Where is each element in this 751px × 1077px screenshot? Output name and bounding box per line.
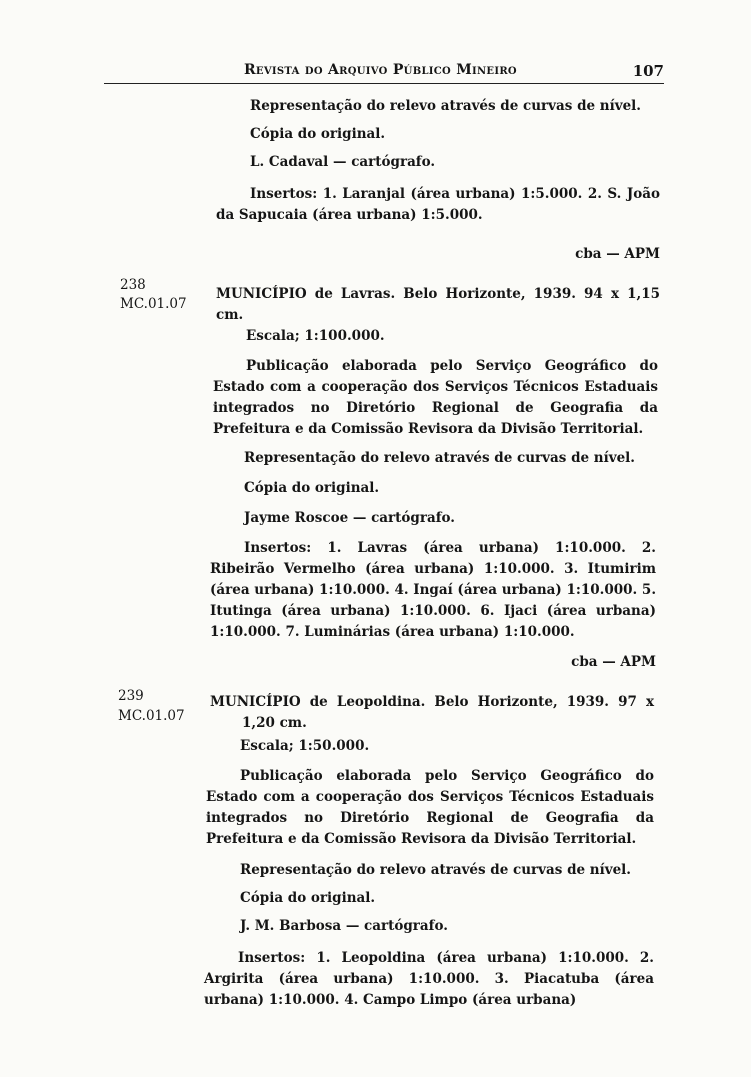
entry-238-title: MUNICÍPIO de Lavras. Belo Horizonte, 1939. 94 x 1,15 cm.	[216, 286, 660, 323]
entry-239-publication: Publicação elaborada pelo Serviço Geográfico do Estado com a cooperação dos Serviços Técnicos Estaduais integrados no Diretório Regional de Geografia da Prefeitura e da Comissão Revisora da Divisão Territorial.	[206, 768, 654, 847]
entry-238-number: 238	[120, 277, 146, 293]
entry-239-code: MC.01.07	[118, 708, 185, 724]
entry-238-publication: Publicação elaborada pelo Serviço Geográfico do Estado com a cooperação dos Serviços Técnicos Estaduais integrados no Diretório Regional de Geografia da Prefeitura e da Comissão Revisora da Divisão Territorial.	[213, 358, 658, 437]
page-number: 107	[632, 62, 664, 80]
entry-239-insets: Insertos: 1. Leopoldina (área urbana) 1:10.000. 2. Argirita (área urbana) 1:10.000. 3. Piacatuba (área urbana) 1:10.000. 4. Campo Limpo (área urbana)	[204, 950, 654, 1008]
running-header	[104, 62, 664, 82]
entry-238-relief: Representação do relevo através de curvas de nível.	[244, 450, 635, 466]
entry-238-scale: Escala; 1:100.000.	[246, 328, 385, 344]
entry-239-relief: Representação do relevo através de curvas de nível.	[240, 862, 631, 878]
prev-relief: Representação do relevo através de curvas de nível.	[250, 98, 641, 114]
entry-238-copy: Cópia do original.	[244, 480, 380, 496]
entry-239-title: MUNICÍPIO de Leopoldina. Belo Horizonte, 1939. 97 x 1,20 cm.	[210, 694, 654, 731]
header-rule	[104, 83, 664, 84]
entry-238-code: MC.01.07	[120, 296, 187, 312]
journal-title: Revista do Arquivo Público Mineiro	[244, 62, 517, 78]
entry-238-insets: Insertos: 1. Lavras (área urbana) 1:10.000. 2. Ribeirão Vermelho (área urbana) 1:10.000. 3. Itumirim (área urbana) 1:10.000. 4. Ingaí (área urbana) 1:10.000. 5. Itutinga (área urbana) 1:10.000. 6. Ijaci (área urbana) 1:10.000. 7. Luminárias (área urbana) 1:10.000.	[210, 540, 657, 640]
prev-insets: Insertos: 1. Laranjal (área urbana) 1:5.000. 2. S. João da Sapucaia (área urbana) 1:5.000.	[216, 186, 660, 223]
entry-239-copy: Cópia do original.	[240, 890, 376, 906]
entry-239-scale: Escala; 1:50.000.	[240, 738, 370, 754]
prev-source: cba — APM	[575, 246, 660, 262]
prev-cartographer: L. Cadaval — cartógrafo.	[250, 154, 436, 170]
prev-copy: Cópia do original.	[250, 126, 386, 142]
entry-239-number: 239	[118, 688, 144, 704]
entry-239-cartographer: J. M. Barbosa — cartógrafo.	[240, 918, 448, 934]
entry-238-cartographer: Jayme Roscoe — cartógrafo.	[244, 510, 455, 526]
entry-238-source: cba — APM	[571, 654, 656, 670]
